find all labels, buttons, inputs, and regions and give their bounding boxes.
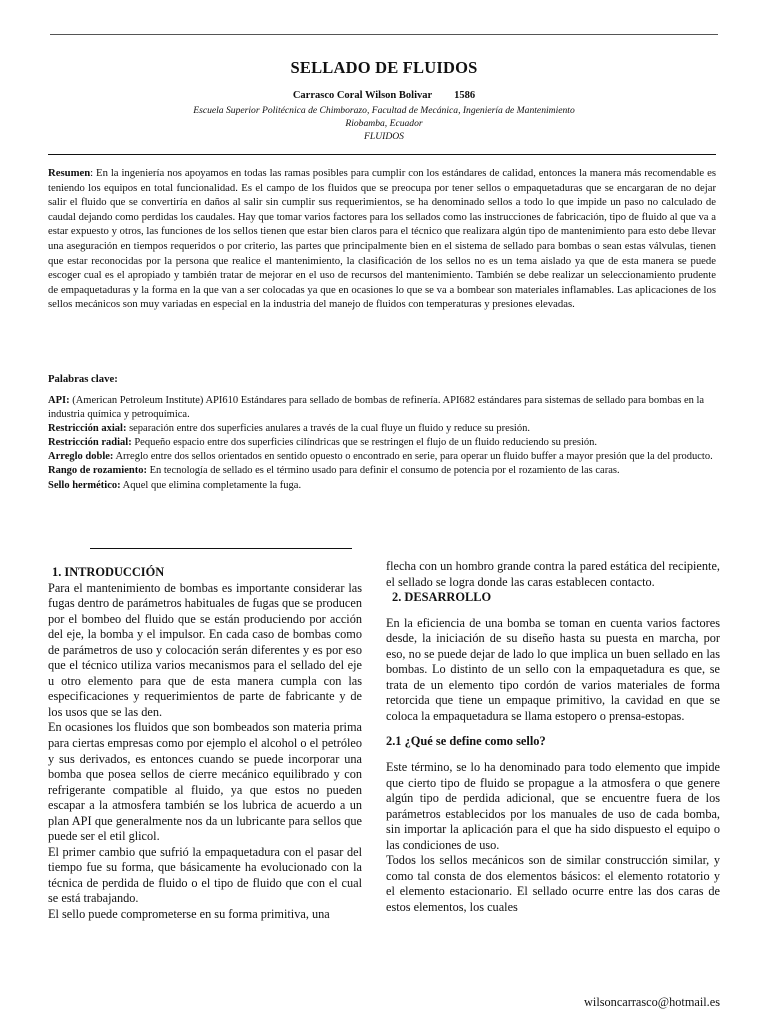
section-heading-introduccion: 1. INTRODUCCIÓN — [52, 565, 165, 579]
section-heading-desarrollo: 2. DESARROLLO — [392, 590, 492, 605]
location: Riobamba, Ecuador — [345, 118, 423, 129]
left-column — [48, 565, 362, 923]
glossary-entry — [48, 450, 716, 464]
right-column — [386, 559, 720, 915]
glossary-entry — [48, 479, 716, 493]
glossary-term: API: — [48, 395, 70, 406]
glossary-entry — [48, 394, 716, 422]
glossary — [48, 394, 716, 493]
glossary-definition: Arreglo entre dos sellos orientados en sentido opuesto o encontrado en serie, para operar un fluido buffer a mayor presión que la del producto. — [113, 451, 713, 463]
glossary-definition: (American Petroleum Institute) API610 Estándares para sellado de bombas de refinería. API682 estándares para sistemas de sellado para bombas en la industria química y petroquímica. — [48, 395, 705, 421]
abstract-label: Resumen — [48, 167, 91, 179]
subject-line: FLUIDOS — [364, 131, 404, 142]
glossary-term: Arreglo doble: — [48, 451, 114, 463]
section-heading-que-es-sello: 2.1 ¿Qué se define como sello? — [386, 734, 546, 749]
keywords-heading: Palabras clave: — [48, 373, 118, 385]
body-paragraph: En ocasiones los fluidos que son bombeados son materia prima para ciertas empresas como por ejemplo el alcohol o el petróleo y sus derivados, es entonces cuando se puede incorporar una bomba que posea sellos de cierre mecánico equilibrado y con refrigerante compatible al fluido, ya que estos no pueden escapar a la atmosfera también se los lubrica de acuerdo a un plan API que generalmente nos da un lubricante para sellos que puede ser el etil glicol. — [48, 720, 362, 844]
body-paragraph: flecha con un hombro grande contra la pared estática del recipiente, el sellado se logra donde las caras establecen contacto. — [386, 559, 720, 589]
glossary-term: Rango de rozamiento: — [48, 465, 147, 477]
glossary-term: Sello hermético: — [48, 479, 121, 491]
author-number: 1586 — [454, 90, 476, 101]
glossary-definition: En tecnología de sellado es el término usado para definir el consumo de potencia por el rozamiento de las caras. — [146, 465, 620, 477]
body-paragraph: El sello puede comprometerse en su forma primitiva, una — [48, 907, 330, 922]
body-divider — [90, 548, 352, 549]
author-line — [0, 90, 768, 101]
glossary-definition: Pequeño espacio entre dos superficies cilíndricas que se restringen el flujo de un fluido reduciendo su presión. — [131, 437, 598, 449]
affiliation: Escuela Superior Politécnica de Chimborazo, Facultad de Mecánica, Ingeniería de Mantenimiento — [193, 105, 575, 116]
abstract-text: : En la ingeniería nos apoyamos en todas las ramas posibles para cumplir con los estándares de calidad, entonces la manera más recomendable es teniendo los equipos en total funcionalidad. Es el campo de los fluidos que se preocupa por tener sellos o empaquetaduras que se encargaran de no dejar salir el fluido que se convertiría en daños al salir sin cumplir sus requerimientos, se ha denominado sellos a todo lo que impide un paso no calculado de caudal dejando como perdidas los caudales. Hay que tomar varios factores para los sellados como las instrucciones de fabricación, tipo de fluido al que va a estar expuesto y otros, las funciones de los sellos tienen que estar bien claros para el técnico que realizara algún tipo de mantenimiento para esto debe llevar una aseguración en tiempos requeridos o por criterio, las partes que principalmente bien en el sistema de sellado para bombas o sean estas válvulas, tienen que estar reconocidas por la persona que realice el mantenimiento, la clasificación de los sellos no es un tema aislado ya que de esta manera se puede escoger cual es el apropiado y también tratar de mejorar en el uso de recursos del mantenimiento. También se debe realizar un seleccionamiento prudente de empaquetaduras y la forma en la que van a ser colocadas ya que en ocasiones lo que se va a bombear son materiales inflamables. Las aplicaciones de los sellos mecánicos son muy variadas en especial en la industria del manejo de fluidos con temperaturas y presiones elevadas. — [48, 167, 716, 311]
paper-title: SELLADO DE FLUIDOS — [290, 58, 478, 77]
glossary-entry — [48, 436, 716, 450]
glossary-term: Restricción radial: — [48, 437, 132, 449]
glossary-definition: Aquel que elimina completamente la fuga. — [120, 479, 302, 491]
glossary-entry — [48, 422, 716, 436]
author-email: wilsoncarrasco@hotmail.es — [584, 995, 720, 1009]
body-paragraph: Todos los sellos mecánicos son de similar construcción similar, y como tal consta de dos elementos básicos: el elemento rotatorio y el elemento estacionario. El sellado ocurre entre las dos caras de estos elementos, los cuales — [386, 853, 720, 914]
body-paragraph: El primer cambio que sufrió la empaquetadura con el pasar del tiempo fue su forma, que básicamente ha evolucionado con la técnica de perdida de fluido o el tipo de fluido que con el cual se está trabajando. — [48, 844, 362, 906]
glossary-definition: separación entre dos superficies anulares a través de la cual fluye un fluido y reduce su presión. — [126, 423, 530, 435]
glossary-entry — [48, 464, 716, 478]
body-paragraph: Este término, se lo ha denominado para todo elemento que impide que cierto tipo de fluido se propague a la atmosfera o que genere algún tipo de perdida adicional, que se encuentre fuera de los parámetros establecidos por los manuales de uso de cada bomba, sin importar la aplicación para el que ha sido dispuesto el equipo o las condiciones de uso. — [386, 760, 720, 852]
header-divider — [48, 154, 716, 155]
body-paragraph: Para el mantenimiento de bombas es importante considerar las fugas dentro de parámetros habituales de fugas que se producen por el bombeo del fluido que se están produciendo por acción del eje, la bomba y el impulsor. En cada caso de bombas como de parámetros de uso y colocación serán diferentes y es por eso que el técnico utiliza varios mecanismos para el sellado del eje u otro elemento para que de esta manera cumpla con las especificaciones y requerimientos de parte de fabricante y de los usos que se las den. — [48, 580, 362, 719]
top-rule — [50, 34, 718, 35]
body-paragraph: En la eficiencia de una bomba se toman en cuenta varios factores desde, la iniciación de su diseño hasta su puesta en marcha, por eso, no se puede dejar de lado lo que implica un buen sellado en las bombas. Lo distinto de un sello con la empaquetadura es que, se trata de un elemento tipo cordón de varios materiales de forma retorcida que tiene un empaque primitivo, la cavidad en que se coloca la empaquetadura se llama estopero o prensa-estopas. — [386, 615, 720, 723]
author-names: Carrasco Coral Wilson Bolivar — [292, 90, 433, 101]
abstract — [48, 166, 716, 312]
glossary-term: Restricción axial: — [48, 423, 127, 435]
